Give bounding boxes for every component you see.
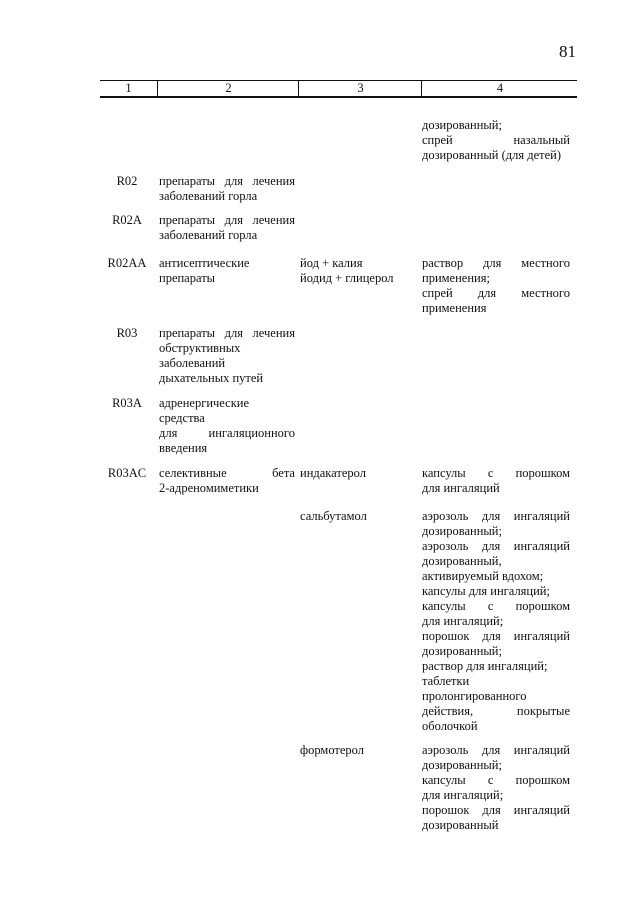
- text-line: препараты: [159, 271, 216, 285]
- text-line: пролонгированного: [422, 689, 527, 703]
- header-col-2: 2: [157, 81, 299, 96]
- atc-code-cell: R02A: [112, 213, 142, 227]
- dosage-forms-cell: [422, 743, 570, 833]
- drug-name-cell: [300, 256, 418, 286]
- group-name-cell: [159, 326, 295, 386]
- dosage-forms-cell: [422, 466, 570, 496]
- table-header: [100, 80, 577, 98]
- atc-code-cell: R03: [116, 326, 138, 340]
- text-line: заболеваний горла: [159, 189, 258, 203]
- text-line: активируемый вдохом;: [422, 569, 544, 583]
- page-number: 81: [559, 42, 576, 61]
- text-line: препараты для лечения: [159, 174, 295, 188]
- text-line: адренергические: [159, 396, 250, 410]
- group-name-cell: [159, 396, 295, 456]
- atc-code-cell: R03AC: [107, 466, 147, 480]
- text-line: заболеваний: [159, 356, 226, 370]
- text-line: дозированный;: [422, 758, 502, 772]
- text-line: аэрозоль для ингаляций: [422, 509, 570, 523]
- text-line: применения;: [422, 271, 490, 285]
- text-line: препараты для лечения: [159, 213, 295, 227]
- text-line: дозированный;: [422, 644, 502, 658]
- text-line: для ингаляционного: [159, 426, 295, 440]
- group-name-cell: [159, 256, 295, 286]
- text-line: дыхательных путей: [159, 371, 264, 385]
- text-line: аэрозоль для ингаляций: [422, 743, 570, 757]
- text-line: порошок для ингаляций: [422, 629, 570, 643]
- text-line: порошок для ингаляций: [422, 803, 570, 817]
- text-line: применения: [422, 301, 487, 315]
- text-line: антисептические: [159, 256, 250, 270]
- text-line: раствор для ингаляций;: [422, 659, 548, 673]
- text-line: спрей для местного: [422, 286, 570, 300]
- dosage-forms-cell: [422, 256, 570, 316]
- text-line: индакатерол: [300, 466, 366, 480]
- text-line: заболеваний горла: [159, 228, 258, 242]
- header-col-3: 3: [298, 81, 422, 96]
- text-line: дозированный;: [422, 118, 502, 132]
- text-line: йод + калия: [300, 256, 363, 270]
- text-line: йодид + глицерол: [300, 271, 394, 285]
- text-line: формотерол: [300, 743, 364, 757]
- drug-name-cell: [300, 743, 418, 758]
- dosage-forms-cell: [422, 509, 570, 734]
- text-line: препараты для лечения: [159, 326, 295, 340]
- header-col-4: 4: [421, 81, 578, 96]
- header-col-1: 1: [125, 81, 132, 95]
- group-name-cell: [159, 466, 295, 496]
- text-line: дозированный,: [422, 554, 502, 568]
- text-line: оболочкой: [422, 719, 478, 733]
- text-line: для ингаляций: [422, 481, 500, 495]
- text-line: средства: [159, 411, 205, 425]
- text-line: введения: [159, 441, 208, 455]
- text-line: капсулы для ингаляций;: [422, 584, 550, 598]
- text-line: дозированный (для детей): [422, 148, 562, 162]
- text-line: дозированный;: [422, 524, 502, 538]
- text-line: сальбутамол: [300, 509, 367, 523]
- text-line: 2-адреномиметики: [159, 481, 259, 495]
- drug-name-cell: [300, 509, 418, 524]
- text-line: спрей назальный: [422, 133, 570, 147]
- text-line: дозированный: [422, 818, 499, 832]
- text-line: действия, покрытые: [422, 704, 570, 718]
- drug-name-cell: [300, 466, 418, 481]
- text-line: капсулы с порошком: [422, 599, 570, 613]
- group-name-cell: [159, 213, 295, 243]
- text-line: для ингаляций;: [422, 788, 504, 802]
- text-line: раствор для местного: [422, 256, 570, 270]
- text-line: аэрозоль для ингаляций: [422, 539, 570, 553]
- text-line: капсулы с порошком: [422, 466, 570, 480]
- text-line: капсулы с порошком: [422, 773, 570, 787]
- text-line: таблетки: [422, 674, 470, 688]
- atc-code-cell: R03A: [112, 396, 142, 410]
- dosage-forms-cell: [422, 118, 570, 163]
- text-line: для ингаляций;: [422, 614, 504, 628]
- group-name-cell: [159, 174, 295, 204]
- atc-code-cell: R02: [116, 174, 138, 188]
- text-line: селективные бета: [159, 466, 295, 480]
- text-line: обструктивных: [159, 341, 241, 355]
- atc-code-cell: R02AA: [107, 256, 147, 270]
